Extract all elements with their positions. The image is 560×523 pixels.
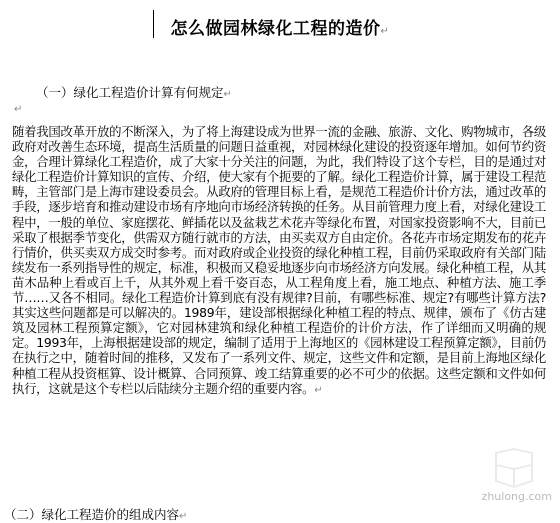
paragraph-mark-icon: ↵ bbox=[314, 384, 323, 396]
document-title bbox=[0, 14, 560, 39]
paragraph-mark-icon: ↵ bbox=[223, 89, 232, 100]
title-text: 怎么做园林绿化工程的造价 bbox=[170, 19, 381, 39]
heading-2-text: （二）绿化工程造价的组成内容 bbox=[4, 507, 180, 522]
paragraph-mark-icon: ↵ bbox=[380, 26, 390, 37]
heading-1-text: （一）绿化工程造价计算有何规定 bbox=[36, 85, 224, 100]
section-heading-1 bbox=[36, 83, 232, 101]
watermark-text: zhulong.com bbox=[481, 490, 552, 503]
body-text: 随着我国改革开放的不断深入，为了将上海建设成为世界一流的金融、旅游、文化、购物城市，各级政府对改善生态环境，提高生活质量的问题日益重视，对园林绿化建设的投资逐年增加。如何节约资金，合理计算绿化工程造价，成了大家十分关注的问题，为此，我们特设了这个专栏，目的是通过对绿化工程造价计算知识的宣传、介绍，使大家有个扼要的了解。绿化工程造价计算，属于建设工程范畴，主管部门是上海市建设委员会。从政府的管理目标上看，是规范工程造价计价方法，通过改革的手段，逐步培育和推动建设市场有序地向市场经济转换的任务。从目前管理力度上看，对绿化建设工程中，一般的单位、家庭摆花、鲜插花以及盆栽艺术花卉等绿化布置，对国家投资影响不大，目前已采取了根据季节变化，供需双方随行就市的方法，由买卖双方自由定价。各花卉市场定期发布的花卉行情价，供买卖双方成交时参考。而对政府或企业投资的绿化种植工程，目前仍采取政府有关部门陆续发布一系列指导性的规定，标准，积极而又稳妥地逐步向市场经济方向发展。绿化种植工程，从其苗木品种上看或百上千，从其外观上看千姿百态，从工程角度上看，施工地点、种植方法、施工季节……又各不相同。绿化工程造价计算到底有没有规律?目前，有哪些标准、规定?有哪些计算方法?其实这些问题都是可以解决的。1989年，建设部根据绿化种植工程的特点、规律，颁布了《仿古建筑及园林工程预算定额》，它对园林建筑和绿化种植工程造价的计价方法，作了详细而又明确的规定。1993年，上海根据建设部的规定，编制了适用于上海地区的《园林建设工程预算定额》，目前仍在执行之中，随着时间的推移，又发布了一系列文件、规定，这些文件和定额，是目前上海地区绿化种植工程从投资框算、设计概算、合同预算、竣工结算重要的必不可少的依据。这些定额和文件如何执行，这就是这个专栏以后陆续分主题介绍的重要内容。 bbox=[12, 124, 546, 396]
paragraph-mark-icon: ↵ bbox=[14, 104, 23, 115]
body-paragraph bbox=[12, 124, 546, 398]
paragraph-mark-icon: ↵ bbox=[179, 511, 188, 522]
empty-paragraph bbox=[14, 104, 22, 115]
section-heading-2 bbox=[4, 505, 187, 523]
